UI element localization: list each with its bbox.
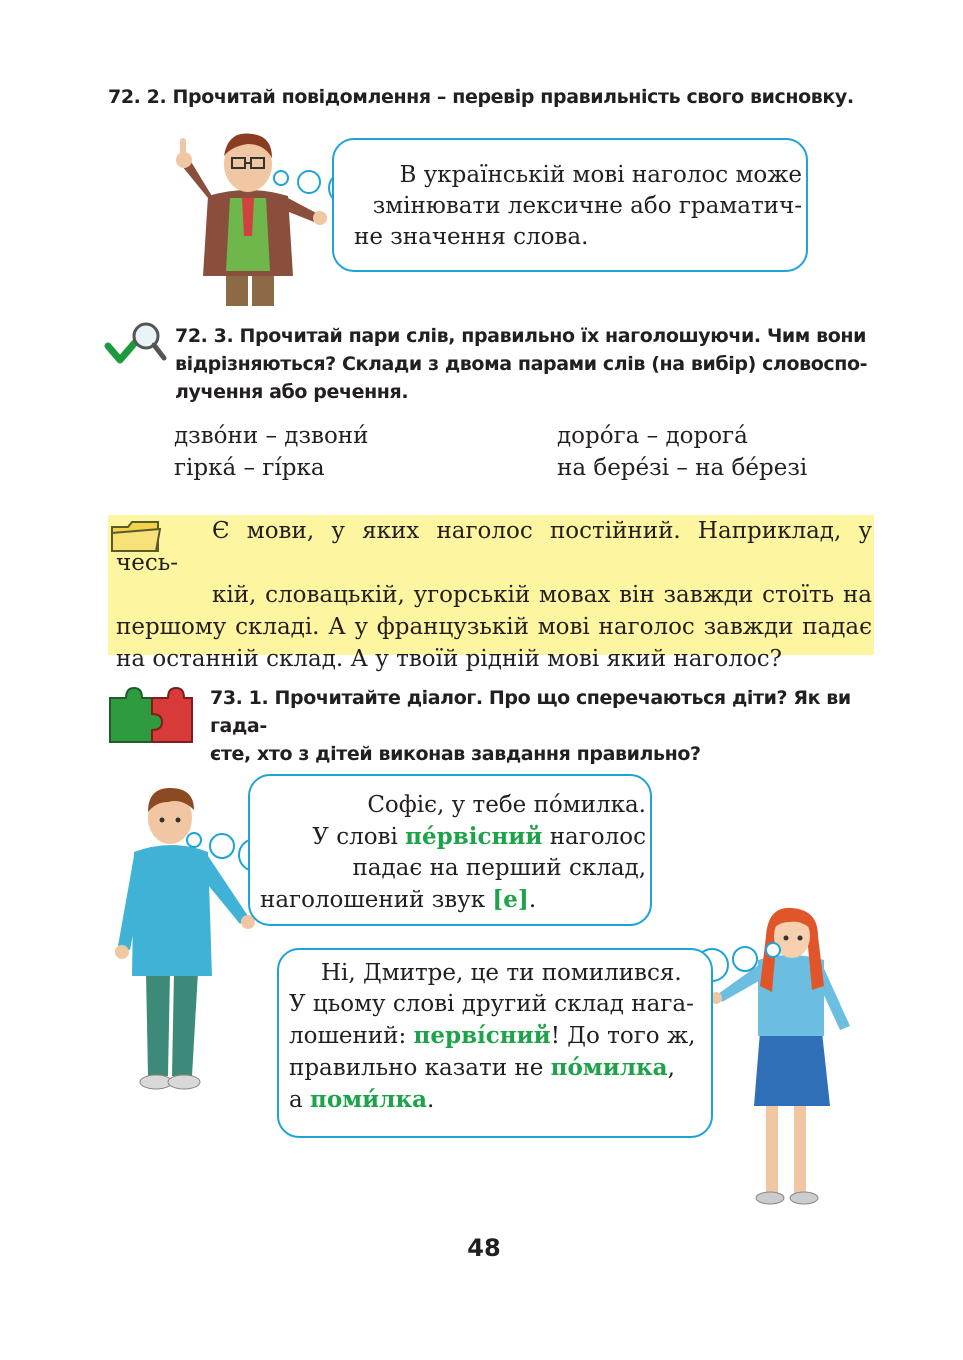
bubble-line: В українській мові наголос може xyxy=(399,162,802,188)
teacher-illustration xyxy=(168,126,338,306)
text-fragment: ! До того ж, xyxy=(550,1023,696,1049)
title-line: єте, хто з дітей виконав завдання правильно? xyxy=(210,743,701,765)
thought-circle-small xyxy=(186,832,202,848)
bubble-line: не значення слова. xyxy=(354,224,589,250)
text-fragment: У слові xyxy=(312,824,406,850)
girl-illustration xyxy=(708,906,868,1212)
girl-speech-bubble xyxy=(277,948,713,1138)
bubble-line xyxy=(260,821,646,853)
word-pair: гірка́ – гі́рка xyxy=(174,455,325,481)
word-pairs-right xyxy=(557,420,807,484)
task-72-3-title xyxy=(175,322,875,406)
word-pair: дзво́ни – дзвони́ xyxy=(174,423,369,449)
task-72-2-title: 72. 2. Прочитай повідомлення – перевір правильність свого висновку. xyxy=(108,86,854,108)
bubble-line xyxy=(289,1020,709,1052)
magnifier-check-icon xyxy=(104,318,168,370)
text-fragment: а xyxy=(289,1087,311,1113)
bubble-line: змінювати лексичне або граматич- xyxy=(372,193,802,219)
page-number: 48 xyxy=(467,1234,501,1262)
thought-circle-medium xyxy=(209,833,235,859)
bubble-line xyxy=(289,1084,709,1116)
word-pair: на бере́зі – на бе́резі xyxy=(557,455,808,481)
title-line: лучення або речення. xyxy=(175,381,409,403)
text-fragment: наголошений звук xyxy=(260,887,493,913)
highlighted-sound: [е] xyxy=(492,886,529,913)
boy-illustration xyxy=(108,776,268,1102)
text-fragment: лошений: xyxy=(289,1023,414,1049)
thought-circle-medium xyxy=(297,170,321,194)
text-fragment: . xyxy=(528,887,537,913)
bubble-line xyxy=(260,884,646,916)
note-line: кій, словацькій, угорській мовах він завжди стоїть на xyxy=(212,582,872,608)
word-pair: доро́га – дорога́ xyxy=(557,423,748,449)
bubble-line: Ні, Дмитре, це ти помилився. xyxy=(321,960,682,986)
note-line: Є мови, у яких наголос постійний. Наприклад, у чесь- xyxy=(116,518,872,576)
text-fragment: наголос xyxy=(542,824,646,850)
bubble-line: падає на перший склад, xyxy=(352,855,646,881)
boy-speech-bubble xyxy=(248,774,652,926)
title-line: відрізняються? Склади з двома парами слів (на вибір) словоспо- xyxy=(175,353,868,375)
text-fragment: , xyxy=(667,1055,675,1081)
highlighted-word: поми́лка xyxy=(310,1086,427,1113)
title-line: 72. 3. Прочитай пари слів, правильно їх наголошуючи. Чим вони xyxy=(175,325,867,347)
word-pairs-left xyxy=(174,420,368,484)
teacher-speech-bubble xyxy=(332,138,808,272)
puzzle-icon xyxy=(106,684,196,746)
highlighted-word: пе́рвісний xyxy=(405,823,543,850)
info-note xyxy=(108,515,874,672)
text-fragment: правильно казати не xyxy=(289,1055,551,1081)
bubble-line xyxy=(289,1052,709,1084)
text-fragment: . xyxy=(426,1087,435,1113)
note-line: на останній склад. А у твоїй рідній мові який наголос? xyxy=(116,646,783,672)
thought-circle-small xyxy=(765,942,781,958)
bubble-line: У цьому слові другий склад нага- xyxy=(289,991,694,1017)
task-73-1-title xyxy=(210,684,880,768)
bubble-line: Софіє, у тебе по́милка. xyxy=(367,792,646,818)
highlighted-word: по́милка xyxy=(550,1054,668,1081)
highlighted-word: первíсний xyxy=(413,1022,551,1049)
note-line: першому складі. А у французькій мові наголос завжди падає xyxy=(116,614,872,640)
thought-circle-medium xyxy=(732,946,758,972)
info-note-text xyxy=(116,515,872,675)
thought-circle-small xyxy=(273,170,289,186)
title-line: 73. 1. Прочитайте діалог. Про що сперечаються діти? Як ви гада- xyxy=(210,687,851,737)
